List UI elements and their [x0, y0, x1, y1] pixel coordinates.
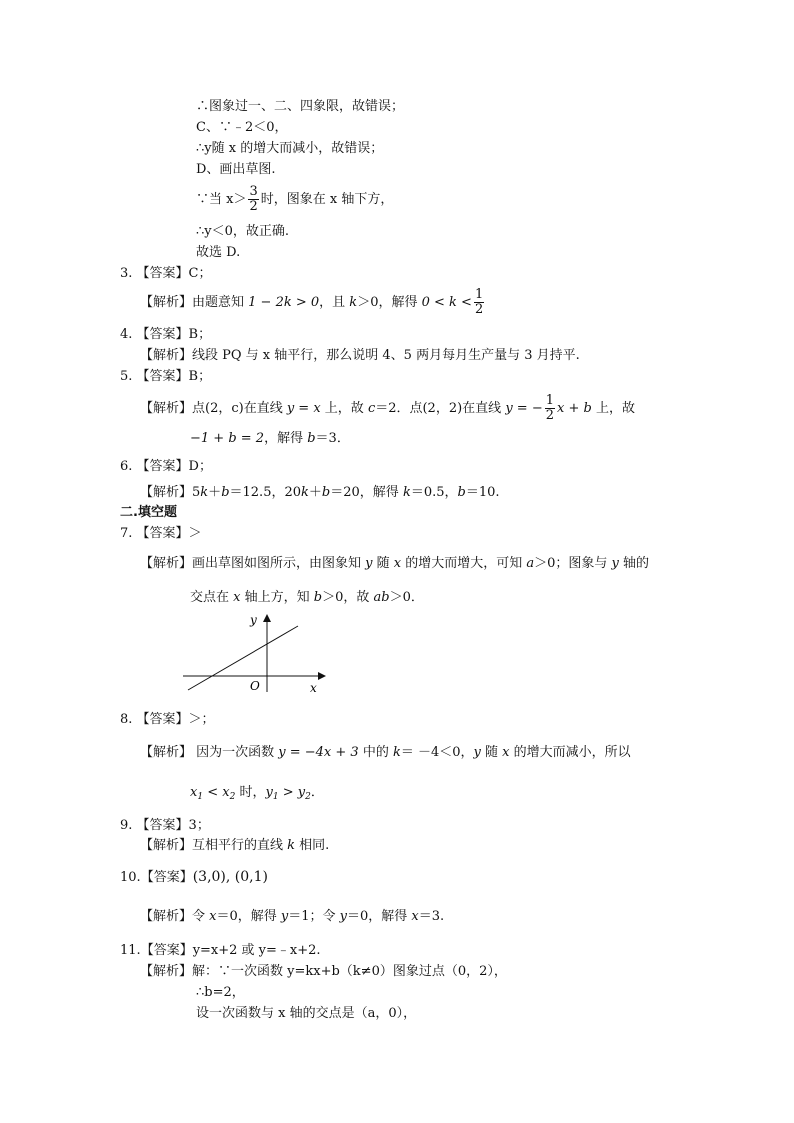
fraction: $\frac{3}{2}$ [249, 184, 258, 214]
question-4: 4. 【答案】B； [120, 327, 212, 342]
y-axis-label: y [250, 613, 257, 627]
question-3: 3. 【答案】C； [120, 266, 212, 281]
text-line: ∴图象过一、二、四象限，故错误； [196, 99, 405, 114]
text-line: ∴y＜0，故正确. [196, 224, 290, 239]
origin-label: O [250, 679, 260, 693]
question-7: 7. 【答案】＞ [120, 526, 202, 541]
answer: 【答案】＞； [136, 712, 215, 727]
x-axis-arrow [318, 672, 326, 680]
text-line: D、画出草图. [196, 162, 276, 177]
explanation: 【解析】5k＋b＝12.5，20k＋b＝20，解得 k＝0.5，b＝10. [140, 485, 500, 500]
question-6: 6. 【答案】D； [120, 459, 212, 474]
sketch-graph [180, 612, 330, 698]
y-axis-arrow [263, 614, 271, 622]
question-8: 8. 【答案】＞； [120, 712, 215, 727]
answer: 【答案】B； [136, 369, 212, 384]
explanation: 【解析】令 x＝0，解得 y＝1；令 y＝0，解得 x＝3. [140, 909, 445, 924]
explanation: 【解析】互相平行的直线 k 相同. [140, 838, 330, 853]
explanation: 【解析】点(2，c)在直线 y = x 上，故 c＝2．点(2，2)在直线 y = − $\frac{1}{2}$ x + b 上，故 [140, 393, 635, 423]
explanation: 【解析】 因为一次函数 y = −4x + 3 中的 k＝ －4＜0，y 随 x 的增大而减小，所以 [140, 745, 631, 760]
answer: 【答案】y=x+2 或 y=﹣x+2. [140, 943, 321, 958]
answer: 【答案】＞ [136, 526, 202, 541]
question-10: 10.【答案】(3,0), (0,1) [120, 869, 268, 885]
answer: 【答案】3； [136, 818, 210, 833]
answer: 【答案】 [140, 870, 193, 885]
fraction: $\frac{1}{2}$ [474, 287, 484, 317]
explanation: 【解析】由题意知 1 − 2k > 0，且 k＞0，解得 0 < k < $\frac{1}{2}$ [140, 287, 484, 317]
text-line: ∵当 x＞ $\frac{3}{2}$ 时，图象在 x 轴下方， [196, 184, 394, 214]
explanation-cont: 设一次函数与 x 轴的交点是（a，0）， [196, 1006, 417, 1021]
explanation-cont: $x_1 < x_2$ 时，$y_1 > y_2$． [190, 785, 324, 802]
fraction: $\frac{1}{2}$ [545, 393, 554, 423]
question-11: 11.【答案】y=x+2 或 y=﹣x+2. [120, 943, 321, 958]
question-5: 5. 【答案】B； [120, 369, 212, 384]
answer: 【答案】B； [136, 327, 212, 342]
x-axis-label: x [310, 681, 317, 695]
answer-value: (3,0), (0,1) [192, 869, 268, 885]
text-line: 故选 D. [196, 245, 241, 260]
function-line [188, 626, 298, 690]
explanation-cont: 交点在 x 轴上方，知 b＞0，故 ab＞0． [190, 590, 424, 605]
explanation-cont: ∴b=2， [196, 985, 245, 1000]
question-9: 9. 【答案】3； [120, 818, 210, 833]
answer: 【答案】D； [136, 459, 212, 474]
explanation-cont: −1 + b = 2，解得 b＝3． [190, 431, 350, 446]
text-line: ∴y随 x 的增大而减小，故错误； [196, 141, 384, 156]
section-heading: 二.填空题 [120, 505, 177, 520]
answer: 【答案】C； [136, 266, 212, 281]
text-line: C、∵﹣2＜0， [196, 120, 288, 135]
explanation: 【解析】解：∵一次函数 y=kx+b（k≠0）图象过点（0，2）， [140, 964, 507, 979]
explanation: 【解析】线段 PQ 与 x 轴平行，那么说明 4、5 两月每月生产量与 3 月持平. [140, 348, 580, 363]
explanation: 【解析】画出草图如图所示，由图象知 y 随 x 的增大而增大，可知 a＞0；图象与 y 轴的 [140, 556, 650, 571]
